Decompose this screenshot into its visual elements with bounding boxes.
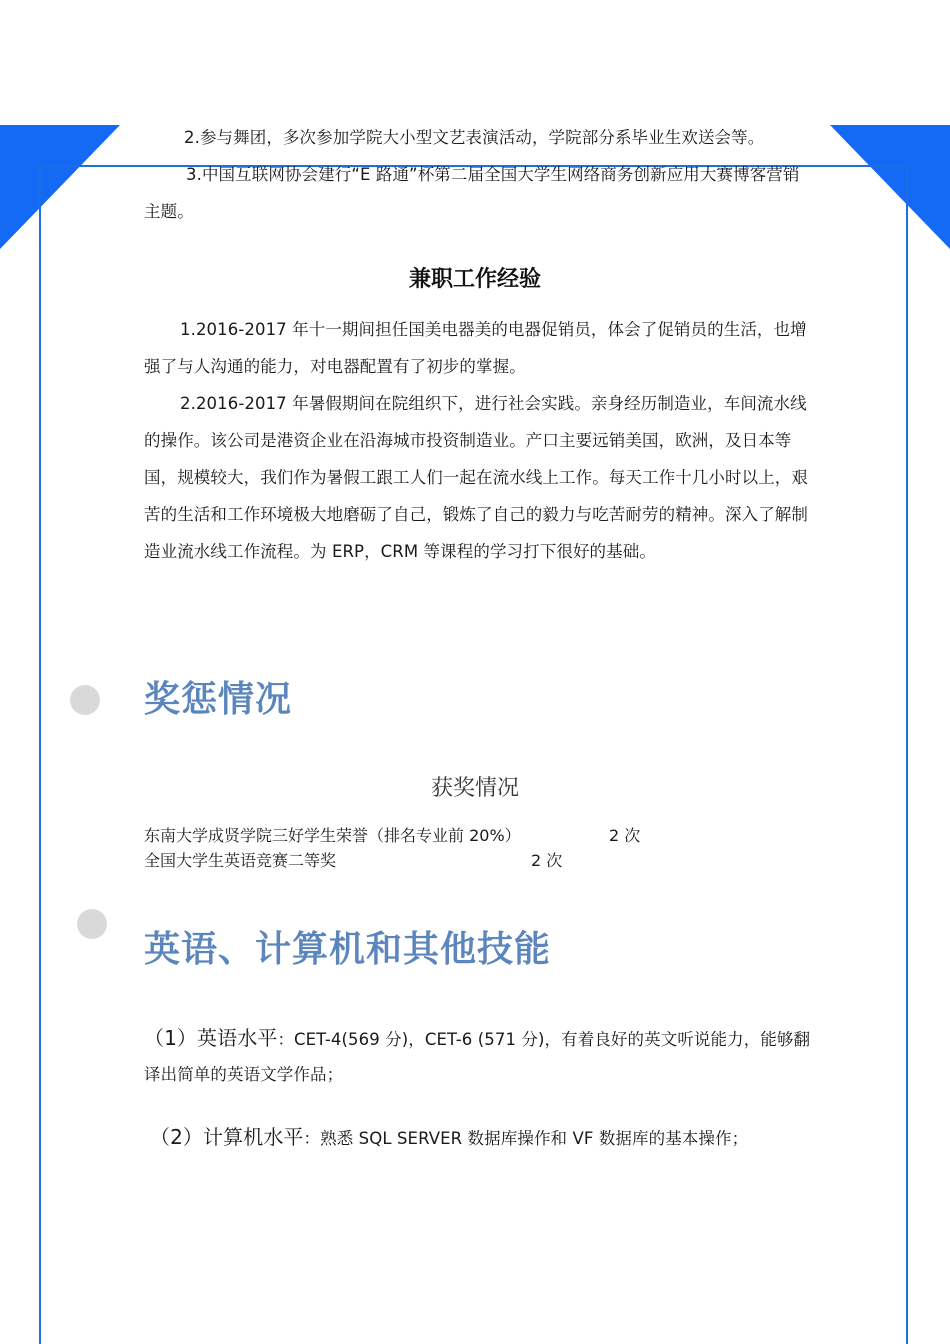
- skills-heading: 英语、计算机和其他技能: [144, 929, 552, 970]
- parttime-item-1: 1.2016-2017 年十一期间担任国美电器美的电器促销员，体会了促销员的生活，也增强了与人沟通的能力，对电器配置有了初步的掌握。: [144, 320, 807, 376]
- award-row-1-count: 2 次: [609, 826, 641, 845]
- awards-heading: 奖惩情况: [144, 679, 293, 720]
- award-row-2-count: 2 次: [531, 851, 563, 870]
- award-row-2-name: 全国大学生英语竞赛二等奖: [144, 851, 337, 870]
- parttime-item-2: 2.2016-2017 年暑假期间在院组织下，进行社会实践。亲身经历制造业，车间流水线的操作。该公司是港资企业在沿海城市投资制造业。产口主要远销美国，欧洲，及日本等国，规模较大，我们作为暑假工跟工人们一起在流水线上工作。每天工作十几小时以上，艰苦的生活和工作环境极大地磨砺了自己，锻炼了自己的毅力与吃苦耐劳的精神。深入了解制造业流水线工作流程。为 ERP，CRM 等课程的学习打下很好的基础。: [144, 394, 808, 561]
- english-skill-label: （1）英语水平: [144, 1026, 278, 1050]
- bullet-dot-awards: [70, 685, 100, 715]
- activity-item-3: 3.中国互联网协会建行“E 路通”杯第二届全国大学生网络商务创新应用大赛博客营销主题。: [144, 165, 800, 221]
- english-skill: [144, 1021, 814, 1092]
- awards-subtitle: 获奖情况: [430, 776, 519, 801]
- computer-skill-text: ：熟悉 SQL SERVER 数据库操作和 VF 数据库的基本操作；: [303, 1129, 749, 1148]
- award-row-1-name: 东南大学成贤学院三好学生荣誉（排名专业前 20%）: [144, 826, 521, 845]
- activity-item-2: 2.参与舞团，多次参加学院大小型文艺表演活动，学院部分系毕业生欢送会等。: [184, 128, 765, 147]
- english-skill-text: ：CET-4(569 分)，CET-6 (571 分)，有着良好的英文听说能力，能够翻译出简单的英语文学作品；: [144, 1030, 811, 1084]
- computer-skill: [150, 1119, 816, 1157]
- bullet-dot-skills: [77, 909, 107, 939]
- parttime-heading: 兼职工作经验: [408, 267, 541, 292]
- computer-skill-label: （2）计算机水平: [150, 1125, 304, 1149]
